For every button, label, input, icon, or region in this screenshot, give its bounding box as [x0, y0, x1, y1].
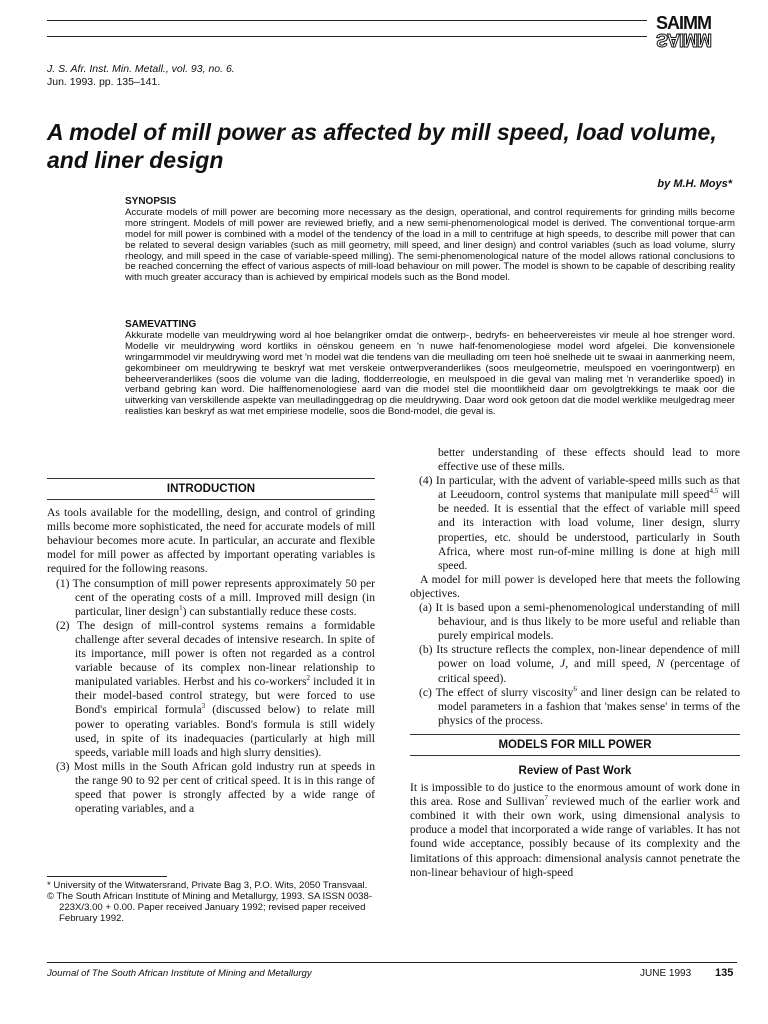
footnote-copyright: © The South African Institute of Mining and Metallurgy, 1993. SA ISSN 0038-223X/3.00 + 0.00. Paper received January 1992; revised paper received February 1992.	[47, 891, 373, 924]
footnote-affiliation: * University of the Witwatersrand, Private Bag 3, P.O. Wits, 2050 Transvaal.	[47, 880, 368, 891]
intro-item-3: (3) Most mills in the South African gold industry run at speeds in the range 90 to 92 per cent of critical speed. It is in this range of speed that power is strongly affected by a wide range of operating variables, and a	[56, 759, 375, 816]
citation-pages: Jun. 1993. pp. 135–141.	[47, 76, 161, 88]
ref-6: 6	[573, 684, 577, 693]
synopsis-text: Accurate models of mill power are becoming more necessary as the design, operational, and control requirements for grinding mills become more stringent. Models of mill power are reviewed briefly, and a new semi-phenomenological model is derived. The conventional torque-arm model for mill power is combined with a model of the tendency of the load in a mill to centrifuge at high speeds, to describe mill power that can be related to several design variables (such as mill geometry, mill speed, and liner design) and control variables (such as load volume, slurry rheology, and mill speed in the case of variable-speed milling). The semi-phenomenological nature of the model allows rational conclusions to be reached concerning the effect of various aspects of mill-load behaviour on mill power. The model is shown to be capable of describing reality with much greater accuracy than is achieved by empirical models such as the Bond model.	[125, 206, 735, 284]
footnotes	[47, 880, 377, 924]
intro-item-2-text-a: (2) The design of mill-control systems remains a formidable challenge after several decades of intensive research. In spite of its importance, mill power is often not regarded as a control variable because of its complex non-linear relationship to manipulated variables. Herbst and his co-workers	[56, 618, 375, 689]
samevatting-text: Akkurate modelle van meuldrywing word al hoe belangriker omdat die ontwerp-, bedryfs- en beheervereistes vir meule al hoe strenger word. Modelle vir meuldrywing word kortliks in oënskou geneem en 'n nuwe half-fenomenologiese model word afgelei. Die konvensionele wringarmmodel vir meuldrywing word met 'n model wat die tendens van die meullading om teen hoë snelhede uit te swaai in aanmerking neem, gekombineer om meuldrywing te beskryf wat met verskeie ontwerpveranderlikes (soos meulgeometrie, meulspoed en voeringontwerp) en beheerveranderlikes (soos die volume van die lading, flodderreologie, en meulspoed in die geval van maling met 'n veranderlike spoed) in verband gebring kan word. Die halffenomenologiese aard van die model stel die moontlikheid daar om gevolgtrekkings te maak oor die uitwerking van verskillende aspekte van meulladinggedrag op die meuldrywing. Daar word ook getoon dat die model werklike meulgedrag meer realisties kan beskryf as wat met empiriese modelle, soos die Bond-model, die geval is.	[125, 329, 735, 418]
objective-b-text-3: (percentage of critical speed).	[438, 657, 740, 685]
objective-c-text-b: and liner design can be related to model parameters in a fashion that 'makes sense' in terms of the physics of the process.	[438, 685, 740, 727]
objective-b-text-1: (b) Its structure reflects the complex, non-linear dependence of mill power on load volume,	[419, 643, 740, 671]
logo-text-mirrored: SAIMM	[656, 30, 711, 50]
intro-item-4	[410, 474, 740, 573]
intro-item-2	[47, 619, 375, 760]
header-rule-top	[47, 20, 647, 21]
left-column	[47, 478, 375, 816]
intro-item-1-text-a: (1) The consumption of mill power represents approximately 50 per cent of the operating costs of a mill. Improved mill design (in particular, liner design	[56, 576, 375, 618]
ref-7: 7	[544, 794, 549, 803]
footnote-rule	[47, 876, 167, 877]
symbol-j: J	[560, 657, 566, 671]
review-subheading: Review of Past Work	[518, 764, 632, 777]
footer-rule	[47, 962, 737, 963]
saimm-logo	[656, 14, 738, 50]
intro-item-4-text-a: (4) In particular, with the advent of variable-speed mills such as that at Leeudoorn, control systems that manipulate mill speed	[419, 474, 740, 502]
samevatting	[125, 320, 735, 418]
models-heading: MODELS FOR MILL POWER	[410, 734, 740, 756]
models-paragraph-1	[410, 781, 740, 880]
synopsis-heading: SYNOPSIS	[125, 196, 177, 207]
synopsis	[125, 197, 735, 284]
objective-b-text-2: , and mill speed,	[565, 657, 657, 671]
ref-3: 3	[201, 702, 206, 711]
intro-item-2-text-c: (discussed below) to relate mill power to operating variables. Bond's formula is still widely used, in spite of its inadequacies (particularly at high mill speeds, variable mill loads and high slurry densities).	[75, 703, 375, 759]
ref-1: 1	[179, 603, 183, 612]
objective-c-text-a: (c) The effect of slurry viscosity	[419, 685, 574, 699]
intro-item-3-continued: better understanding of these effects should lead to more effective use of these mills.	[438, 446, 740, 474]
intro-item-2-text-b: included it in their model-based control strategy, but were forced to use Bond's empirical formula	[75, 675, 376, 717]
objective-a: (a) It is based upon a semi-phenomenological understanding of mill behaviour, and is thus likely to be more useful and reliable than purely empirical models.	[419, 601, 740, 643]
introduction-heading: INTRODUCTION	[47, 478, 375, 500]
symbol-n: N	[656, 657, 665, 671]
footer-page-number: 135	[715, 967, 734, 979]
logo-text: SAIMM	[656, 13, 711, 33]
intro-paragraph-1: As tools available for the modelling, design, and control of grinding mills become more sophisticated, the need for accurate models of mill behaviour becomes more acute. In particular, an accurate and flexible model for mill power as affected by important operating variables is required for the following reasons.	[47, 506, 375, 576]
ref-4-5: 4,5	[709, 487, 719, 496]
samevatting-heading: SAMEVATTING	[125, 319, 197, 330]
article-title: A model of mill power as affected by mill speed, load volume, and liner design	[47, 119, 717, 173]
intro-item-1-text-b: ) can substantially reduce these costs.	[182, 604, 357, 618]
footer-date: JUNE 1993	[640, 968, 692, 979]
intro-paragraph-2: A model for mill power is developed here that meets the following objectives.	[410, 572, 740, 600]
article-author: by M.H. Moys*	[657, 178, 732, 190]
citation-journal: J. S. Afr. Inst. Min. Metall., vol. 93, no. 6.	[47, 63, 235, 75]
ref-2: 2	[306, 674, 310, 683]
models-paragraph-1-text-b: reviewed much of the earlier work and combined it with their own work, using dimensional analysis to produce a model that incorporated a wide range of variables. It has not found wide acceptance, possibly because of its complexity and the limitations of this approach: dimensional analysis cannot penetrate the non-linear behaviour of high-speed	[410, 795, 740, 879]
objective-c	[410, 686, 740, 728]
intro-item-4-text-b: will be needed. It is essential that the effect of variable mill speed and its interaction with load volume, liner design, slurry properties, etc. should be understood, particularly in South Africa, where most run-of-mine milling is done at high mill speed.	[438, 488, 740, 572]
citation	[47, 63, 235, 89]
header-rule-bottom	[47, 36, 647, 37]
models-paragraph-1-text-a: It is impossible to do justice to the enormous amount of work done in this area. Rose and Sullivan	[410, 781, 740, 809]
intro-item-1	[47, 577, 375, 619]
footer-journal: Journal of The South African Institute of Mining and Metallurgy	[47, 968, 312, 979]
right-column	[410, 446, 740, 880]
objective-b	[410, 643, 740, 685]
